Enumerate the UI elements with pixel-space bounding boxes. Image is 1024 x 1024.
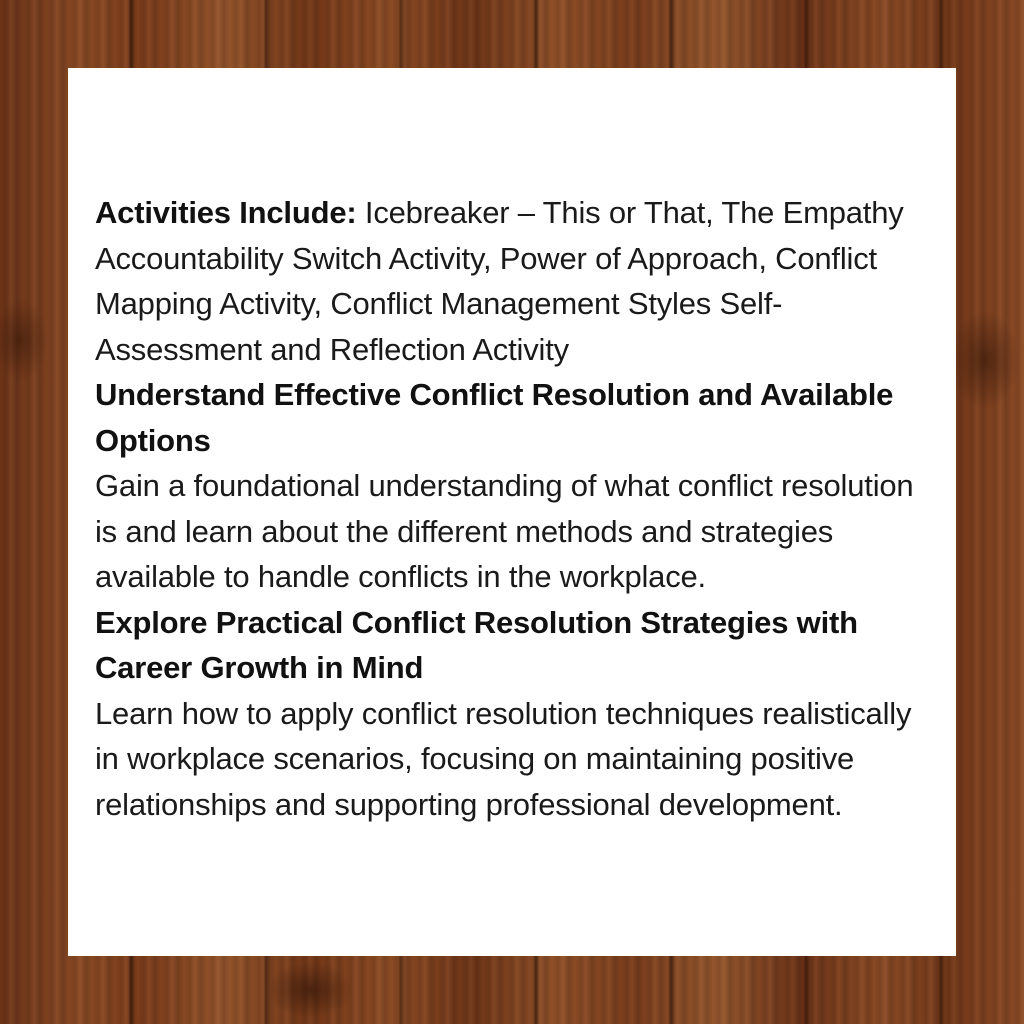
card-text (95, 190, 916, 827)
section-heading-understand: Understand Effective Conflict Resolution and Available Options (95, 377, 894, 458)
section-body-explore: Learn how to apply conflict resolution techniques realistically in workplace scenarios, focusing on maintaining positive relationships and supporting professional development. (95, 695, 912, 822)
activities-paragraph (95, 190, 916, 372)
activities-label: Activities Include: (95, 195, 357, 230)
section-heading-explore: Explore Practical Conflict Resolution Strategies with Career Growth in Mind (95, 604, 858, 685)
section-body-understand: Gain a foundational understanding of what conflict resolution is and learn about the different methods and strategies available to handle conflicts in the workplace. (95, 468, 914, 594)
content-card (68, 68, 956, 956)
activities-text: Icebreaker – This or That, The Empathy Accountability Switch Activity, Power of Approach, Conflict Mapping Activity, Conflict Management Styles Self-Assessment and Reflection Activity (95, 195, 904, 367)
